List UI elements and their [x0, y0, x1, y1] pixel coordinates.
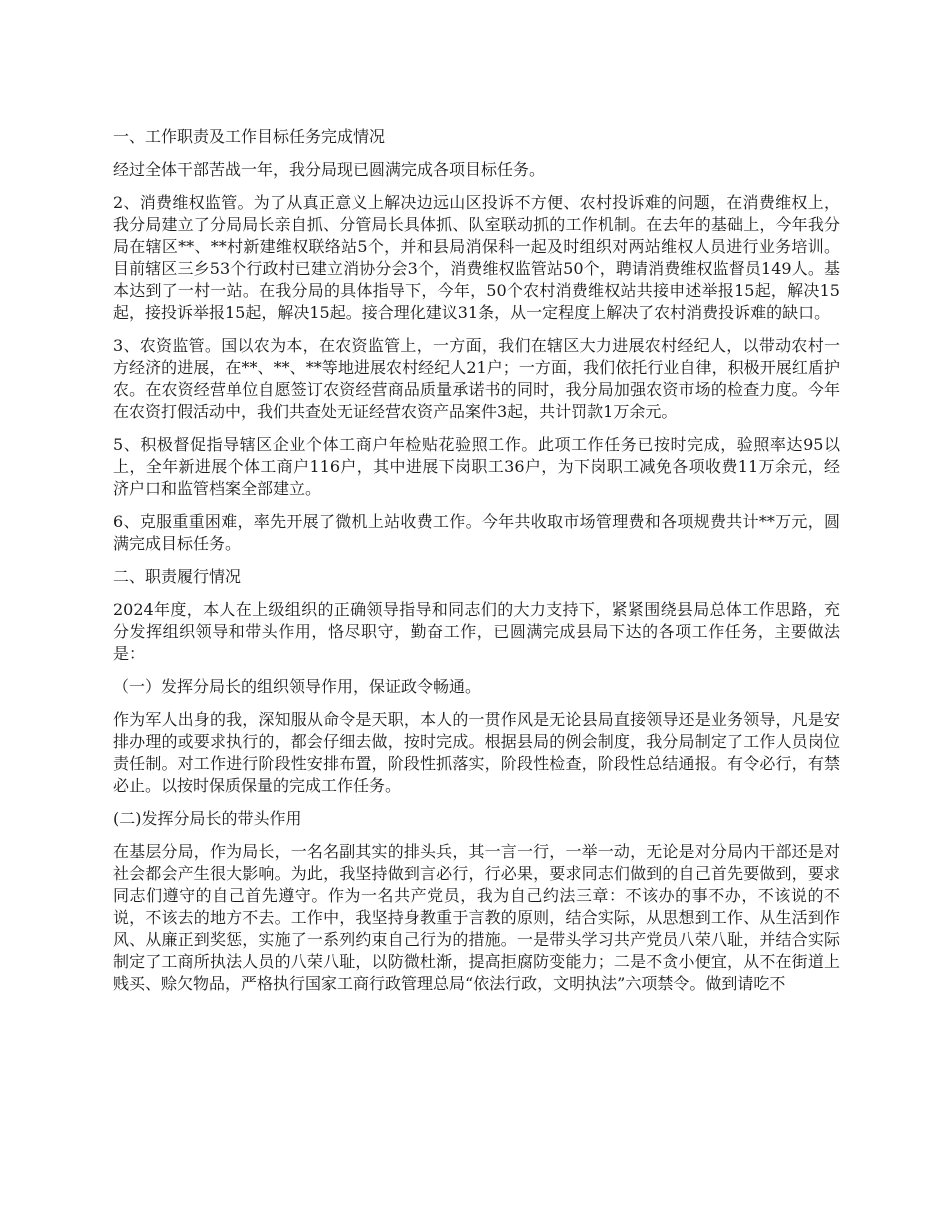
section-heading-duties-and-goals: 一、工作职责及工作目标任务完成情况 — [113, 127, 386, 146]
subheading-organizational-leadership: （一）发挥分局长的组织领导作用，保证政令畅通。 — [113, 677, 482, 696]
paragraph-military-background: 作为军人出身的我，深知服从命令是天职，本人的一贯作风是无论县局直接领导还是业务领导，凡是安排办理的或要求执行的，都会仔细去做，按时完成。根据县局的例会制度，我分局制定了工作人员岗位责任制。对工作进行阶段性安排布置，阶段性抓落实，阶段性检查，阶段性总结通报。有令必行，有禁必止。以按时保质保量的完成工作任务。 — [113, 710, 840, 795]
paragraph-summary: 经过全体干部苦战一年，我分局现已圆满完成各项目标任务。 — [113, 160, 546, 179]
paragraph-computer-fees: 6、克服重重困难，率先开展了微机上站收费工作。今年共收取市场管理费和各项规费共计**万元，圆满完成目标任务。 — [113, 512, 840, 553]
paragraph-annual-overview: 2024年度，本人在上级组织的正确领导指导和同志们的大力支持下，紧紧围绕县局总体工作思路，充分发挥组织领导和带头作用，恪尽职守，勤奋工作，已圆满完成县局下达的各项工作任务，主要做法是： — [113, 600, 840, 663]
paragraph-annual-inspection: 5、积极督促指导辖区企业个体工商户年检贴花验照工作。此项工作任务已按时完成，验照率达95以上，全年新进展个体工商户116户，其中进展下岗职工36户，为下岗职工减免各项收费11万余元，经济户口和监管档案全部建立。 — [113, 435, 840, 498]
paragraph-consumer-rights: 2、消费维权监管。为了从真正意义上解决边远山区投诉不方便、农村投诉难的问题，在消费维权上，我分局建立了分局局长亲自抓、分管局长具体抓、队室联动抓的工作机制。在去年的基础上，今年我分局在辖区**、**村新建维权联络站5个，并和县局消保科一起及时组织对两站维权人员进行业务培训。目前辖区三乡53个行政村已建立消协分会3个，消费维权监管站50个，聘请消费维权监督员149人。基本达到了一村一站。在我分局的具体指导下，今年，50个农村消费维权站共接申述举报15起，解决15起，接投诉举报15起，解决15起。接合理化建议31条，从一定程度上解决了农村消费投诉难的缺口。 — [113, 193, 840, 322]
section-heading-performance: 二、职责履行情况 — [113, 567, 242, 586]
document-body — [113, 126, 840, 1006]
subheading-leading-role: (二)发挥分局长的带头作用 — [113, 809, 302, 828]
paragraph-grassroots-example: 在基层分局，作为局长，一名名副其实的排头兵，其一言一行，一举一动，无论是对分局内干部还是对社会都会产生很大影响。为此，我坚持做到言必行，行必果，要求同志们做到的自己首先要做到，要求同志们遵守的自己首先遵守。作为一名共产党员，我为自己约法三章：不该办的事不办，不该说的不说，不该去的地方不去。工作中，我坚持身教重于言教的原则，结合实际，从思想到工作、从生活到作风、从廉正到奖惩，实施了一系列约束自己行为的措施。一是带头学习共产党员八荣八耻，并结合实际制定了工商所执法人员的八荣八耻，以防微杜渐，提高拒腐防变能力；二是不贪小便宜，从不在街道上贱买、赊欠物品，严格执行国家工商行政管理总局“依法行政，文明执法”六项禁令。做到请吃不 — [113, 842, 840, 993]
paragraph-agricultural-supervision: 3、农资监管。国以农为本，在农资监管上，一方面，我们在辖区大力进展农村经纪人，以带动农村一方经济的进展，在**、**、**等地进展农村经纪人21户；一方面，我们依托行业自律，积极开展红盾护农。在农资经营单位自愿签订农资经营商品质量承诺书的同时，我分局加强农资市场的检查力度。今年在农资打假活动中，我们共查处无证经营农资产品案件3起，共计罚款1万余元。 — [113, 336, 840, 421]
